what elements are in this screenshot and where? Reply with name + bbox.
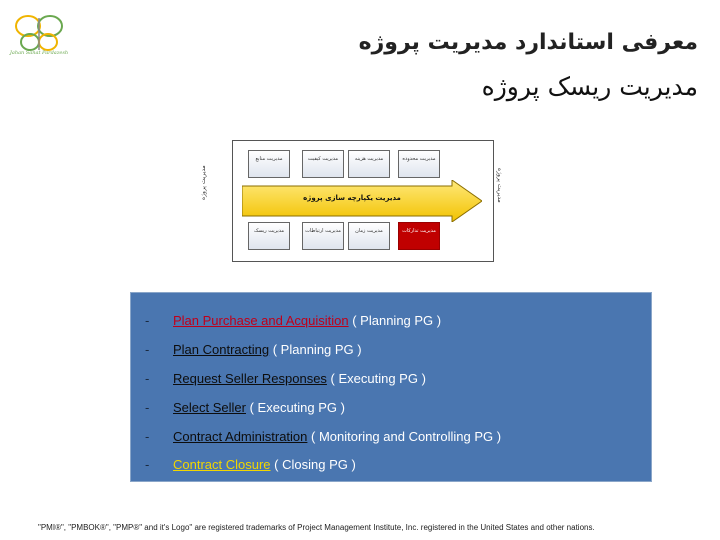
- diagram-left-label: مدیریت پروژه: [200, 165, 207, 200]
- process-group: ( Executing PG ): [326, 371, 426, 386]
- list-item: [145, 371, 645, 393]
- bullet-dash: -: [145, 400, 150, 415]
- bullet-dash: -: [145, 457, 150, 472]
- trademark-footer: "PMI®", "PMBOK®", "PMP®" and it's Logo" are registered trademarks of Project Management Institute, Inc. registered in the United States and other nations.: [38, 523, 595, 532]
- knowledge-area-box-highlighted: مدیریت تدارکات: [398, 222, 440, 250]
- arrow-label: مدیریت یکپارچه سازی پروژه: [303, 194, 401, 202]
- bullet-dash: -: [145, 342, 150, 357]
- process-group: ( Planning PG ): [269, 342, 362, 357]
- process-name: Request Seller Responses: [173, 371, 327, 386]
- process-group: ( Monitoring and Controlling PG ): [307, 429, 502, 444]
- list-item: [145, 400, 645, 422]
- process-name: Plan Purchase and Acquisition: [173, 313, 349, 328]
- process-name: Contract Administration: [173, 429, 308, 444]
- process-group: ( Planning PG ): [348, 313, 442, 328]
- page-title: معرفی استاندارد مدیریت پروژه: [358, 30, 698, 55]
- knowledge-area-box: مدیریت کیفیت: [302, 150, 344, 178]
- knowledge-area-box: مدیریت محدوده: [398, 150, 440, 178]
- knowledge-area-box: مدیریت ارتباطات: [302, 222, 344, 250]
- knowledge-area-box: مدیریت ریسک: [248, 222, 290, 250]
- list-item: [145, 429, 645, 451]
- knowledge-area-box: مدیریت هزینه: [348, 150, 390, 178]
- bullet-dash: -: [145, 371, 150, 386]
- logo-caption: Jahan Sanat Pardazesh: [9, 50, 69, 56]
- process-name: Plan Contracting: [173, 342, 270, 357]
- list-item: [145, 342, 645, 364]
- process-name: Select Seller: [173, 400, 246, 415]
- bullet-dash: -: [145, 429, 150, 444]
- process-list-panel: [130, 292, 652, 482]
- knowledge-area-box: مدیریت منابع: [248, 150, 290, 178]
- process-group: ( Executing PG ): [245, 400, 345, 415]
- knowledge-area-box: مدیریت زمان: [348, 222, 390, 250]
- diagram-right-label: مدیریت پروژه: [496, 168, 503, 203]
- list-item: [145, 313, 645, 335]
- list-item: [145, 457, 645, 479]
- process-group: ( Closing PG ): [270, 457, 356, 472]
- process-name: Contract Closure: [173, 457, 271, 472]
- bullet-dash: -: [145, 313, 150, 328]
- page-subtitle: مدیریت ریسک پروژه: [481, 72, 698, 101]
